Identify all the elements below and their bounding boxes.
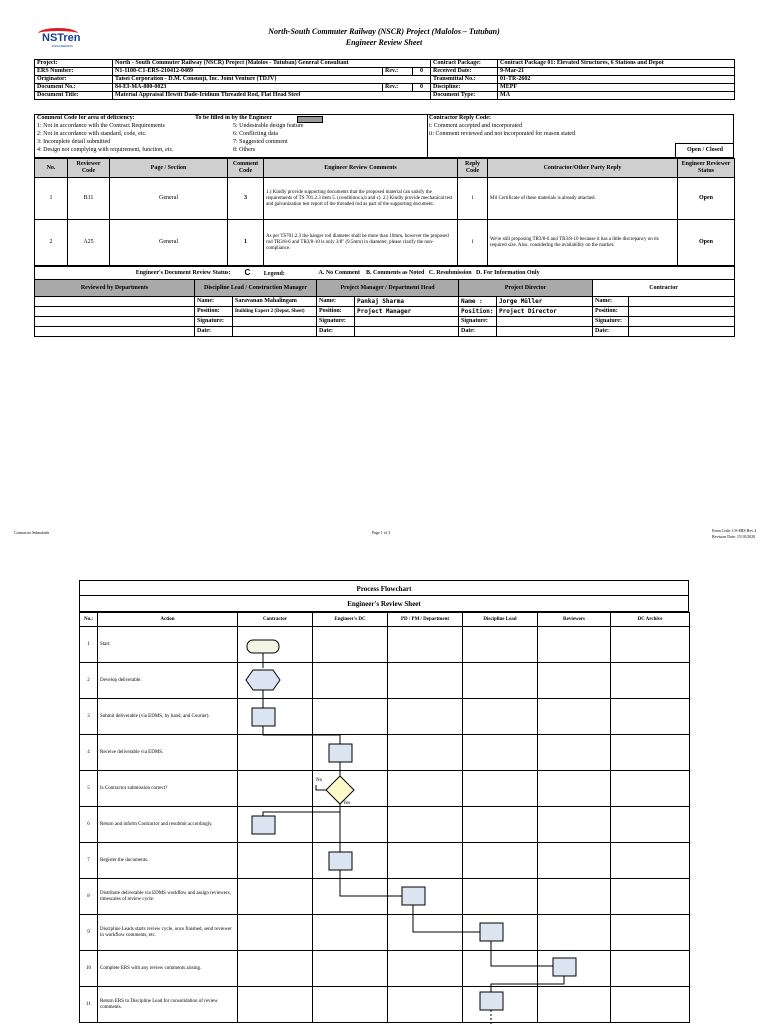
- reviewed-by-departments: Reviewed by Departments: [35, 280, 195, 297]
- row-code: 3: [228, 178, 264, 220]
- flowchart-title: Process Flowchart: [79, 580, 689, 596]
- step-action: Discipline Leads starts review cycle, once finished, send reviewer in workflow comments, etc.: [98, 915, 238, 951]
- position-label-mono: Position:: [459, 307, 497, 317]
- row-reply-code: i: [458, 220, 488, 266]
- open-closed-box: Open / Closed: [675, 143, 734, 157]
- flow-header-dc-archive: DC Archive: [611, 613, 690, 627]
- row-reply-code: i: [458, 178, 488, 220]
- project-director-position: Project Director: [497, 307, 593, 317]
- project-manager-position: Project Manager: [355, 307, 459, 317]
- row-status: Open: [678, 178, 735, 220]
- step-action: Return ERS to Discipline Lead for consolidation of review comments.: [98, 987, 238, 1023]
- legend-c: C. Resubmission: [428, 269, 472, 276]
- connector: [491, 976, 564, 992]
- complete-ers-process: [553, 958, 576, 976]
- header-page-section: Page / Section: [110, 159, 228, 178]
- header-review-comments: Engineer Review Comments: [264, 159, 458, 178]
- code-6: 6: Conflicting data: [233, 131, 278, 137]
- document-type-label: Document Type:: [431, 92, 498, 100]
- date-label: Date:: [317, 327, 355, 337]
- flow-header-contractor: Contractor: [238, 613, 313, 627]
- flow-header-action: Action: [98, 613, 238, 627]
- decision-no-label: No: [316, 778, 323, 783]
- step-action: Submit deliverable (via EDMS, by hand, and Courier).: [98, 699, 238, 735]
- code-5: 5: Undesirable design feature: [233, 123, 304, 129]
- step-no: 10: [80, 951, 98, 987]
- review-start-process: [480, 923, 503, 941]
- signature-label: Signature:: [459, 317, 497, 327]
- received-date-label: Received Date:: [431, 68, 498, 76]
- step-no: 3: [80, 699, 98, 735]
- step-no: 2: [80, 663, 98, 699]
- connector: [413, 905, 480, 932]
- ers-number-label: ERS Number:: [35, 68, 113, 76]
- legend-d: D. For Information Only: [476, 269, 540, 276]
- step-action: Return and inform Contractor and resubmit accordingly.: [98, 807, 238, 843]
- logo-subtext: ENGINEERING: [52, 44, 74, 48]
- project-director-header: Project Director: [459, 280, 593, 297]
- step-action: Receive deliverable via EDMS.: [98, 735, 238, 771]
- logo-text: NSTren: [42, 32, 81, 44]
- decision-yes-label: Yes: [343, 801, 351, 806]
- row-status: Open: [678, 220, 735, 266]
- sheet-subtitle: Engineer Review Sheet: [345, 38, 423, 47]
- connector: [263, 726, 340, 744]
- received-date-value: 9-Mar-21: [498, 68, 735, 76]
- register-process: [329, 852, 352, 870]
- code-4: 4: Design not complying with requirement, function, etc.: [37, 147, 174, 153]
- step-no: 8: [80, 879, 98, 915]
- footer-left: Contractor Submittals: [14, 530, 50, 535]
- flow-header-reviewers: Reviewers: [538, 613, 611, 627]
- row-reviewer: B11: [68, 178, 110, 220]
- header-reviewer-status: Engineer Reviewer Status: [678, 159, 735, 178]
- sheet-title: North-South Commuter Railway (NSCR) Project (Malolos – Tutuban): [268, 27, 500, 36]
- date-label: Date:: [459, 327, 497, 337]
- header-no: No.: [35, 159, 68, 178]
- project-value: North - South Commuter Railway (NSCR) Project (Malolos - Tutuban) General Consultant: [113, 60, 431, 68]
- step-no: 5: [80, 771, 98, 807]
- project-director-name: Jorge Müller: [497, 297, 593, 307]
- transmittal-label: Transmittal No.:: [431, 76, 498, 84]
- step-no: 6: [80, 807, 98, 843]
- decision-diamond: [326, 776, 354, 804]
- contract-package-label: Contract Package:: [431, 60, 498, 68]
- step-no: 1: [80, 627, 98, 663]
- position-label: Position:: [317, 307, 355, 317]
- name-label-mono: Name :: [459, 297, 497, 307]
- discipline-value: MEPF: [498, 84, 735, 92]
- filled-by-engineer: To be filled in by the Engineer: [195, 115, 273, 121]
- footer-page: Page 1 of 3: [372, 530, 391, 535]
- discipline-lead-header: Discipline Lead / Construction Manager: [195, 280, 317, 297]
- reply-code-title: Contractor Reply Code:: [429, 115, 491, 121]
- rev-label: Rev.:: [383, 68, 413, 76]
- document-number-value: 84-EI-MA-800-0023: [113, 84, 383, 92]
- legend-b: B. Comments as Noted: [366, 269, 425, 276]
- contract-package-value: Contract Package 01: Elevated Structures, 6 Stations and Depot: [498, 60, 735, 68]
- code-3: 3: Incomplete detail submitted: [37, 139, 111, 145]
- transmittal-value: 01-TR-2602: [498, 76, 735, 84]
- legend-label: Legend:: [263, 270, 285, 277]
- contractor-header: Contractor: [593, 280, 735, 297]
- project-manager-header: Project Manager / Department Head: [317, 280, 459, 297]
- ers-number-value: N1-1100-C1-ERS-210412-0489: [113, 68, 383, 76]
- flowchart-subtitle: Engineer's Review Sheet: [79, 596, 689, 612]
- row-contractor-reply: We're still proposing TR3/8-6 and TR3/8-10 because it has a little discrepancy on its required size. Also, considering the availability on the market.: [488, 220, 678, 266]
- step-no: 4: [80, 735, 98, 771]
- rev-value-2: 0: [413, 84, 431, 92]
- date-label: Date:: [593, 327, 629, 337]
- receive-process: [329, 744, 352, 762]
- position-label: Position:: [593, 307, 629, 317]
- comment-code-title: Comment Code for area of deficiency:: [37, 115, 135, 121]
- document-title-value: Material Appraisal Hewitt Dade-Iridium Threaded Rod, Flat Head Steel: [113, 92, 431, 100]
- row-comment: 1.) Kindly provide supporting documents that the proposed material can satisfy the requirements of TS 701.2.3 item 5. (conditions a,b and c). 2.) Kindly provide mechanical test and galvanization test report of the threaded rod as part of the supporting document.: [264, 178, 458, 220]
- row-code: 1: [228, 220, 264, 266]
- name-label: Name:: [593, 297, 629, 307]
- originator-value: Taisei Corporation - D.M. Consunji, Inc. Joint Venture (TDJV): [113, 76, 431, 84]
- footer-revision-date: Revision Date: 15/10/2020: [712, 534, 756, 539]
- project-label: Project:: [35, 60, 113, 68]
- row-page: General: [110, 220, 228, 266]
- header-comment-code: Comment Code: [228, 159, 264, 178]
- code-2: 2: Not in accordance with standard, code, etc.: [37, 131, 147, 137]
- row-contractor-reply: Mil Certificate of these materials is already attached.: [488, 178, 678, 220]
- signature-label: Signature:: [195, 317, 233, 327]
- review-status-value: C: [244, 267, 251, 277]
- no-branch: [316, 785, 326, 790]
- footer-form-code: Form Code: CS-ERS Rev 2: [712, 528, 757, 533]
- project-manager-name: Pankaj Sharma: [355, 297, 459, 307]
- header-contractor-reply: Contractor/Other Party Reply: [488, 159, 678, 178]
- position-label: Position:: [195, 307, 233, 317]
- discipline-label: Discipline:: [431, 84, 498, 92]
- connector: [491, 941, 553, 966]
- flow-header-pd-pm: PD / PM / Department: [388, 613, 463, 627]
- code-1: 1: Not in accordance with the Contract Requirements: [37, 123, 165, 129]
- return-line: [263, 804, 340, 816]
- step-action: Register the documents.: [98, 843, 238, 879]
- code-7: 7: Suggested comment: [233, 139, 288, 145]
- step-no: 9: [80, 915, 98, 951]
- row-no: 1: [35, 178, 68, 220]
- discipline-lead-name: Saravanan Mahalingam: [233, 297, 317, 307]
- signature-label: Signature:: [593, 317, 629, 327]
- step-action: Start.: [98, 627, 238, 663]
- name-label: Name:: [317, 297, 355, 307]
- step-action: Complete ERS with any review comments arising.: [98, 951, 238, 987]
- submit-process: [252, 708, 275, 726]
- date-label: Date:: [195, 327, 233, 337]
- legend-a: A. No Comment: [318, 269, 361, 276]
- flow-header-engineers-dc: Engineer's DC: [313, 613, 388, 627]
- row-reviewer: A25: [68, 220, 110, 266]
- start-terminator: [247, 640, 279, 653]
- header-reply-code: Reply Code: [458, 159, 488, 178]
- originator-label: Originator:: [35, 76, 113, 84]
- name-label: Name:: [195, 297, 233, 307]
- row-comment: As per TS701.2.3 the hanger rod diameter shall be more than 10mm, however the proposed rod TR3/8-6 and TR3/8-10 is only 3/8" (9.5mm) in diameter, please clarify the non-compliance.: [264, 220, 458, 266]
- review-status-label: Engineer's Document Review Status:: [35, 267, 233, 280]
- signature-label: Signature:: [317, 317, 355, 327]
- discipline-lead-position: Building Expert 2 (Depot, Sheet): [233, 307, 317, 317]
- step-action: Distribute deliverable via EDMS workflow and assign reviewers, timescales of review cycle.: [98, 879, 238, 915]
- return-ers-process: [480, 992, 503, 1010]
- distribute-process: [402, 887, 425, 905]
- document-type-value: MA: [498, 92, 735, 100]
- document-number-label: Document No.:: [35, 84, 113, 92]
- step-action: Develop deliverable.: [98, 663, 238, 699]
- code-8: 8: Others: [233, 147, 256, 153]
- row-page: General: [110, 178, 228, 220]
- flow-header-discipline-lead: Discipline Lead: [463, 613, 538, 627]
- header-reviewer-code: Reviewer Code: [68, 159, 110, 178]
- rev-value: 0: [413, 68, 431, 76]
- flow-header-no: No.:: [80, 613, 98, 627]
- develop-hexagon: [246, 670, 280, 690]
- reply-code-i: i: Comment accepted and incorporated: [429, 123, 522, 129]
- step-action: Is Contractor submission correct?: [98, 771, 238, 807]
- step-no: 7: [80, 843, 98, 879]
- connector: [340, 870, 402, 896]
- return-process: [252, 816, 275, 834]
- document-title-label: Document Title:: [35, 92, 113, 100]
- step-no: 11: [80, 987, 98, 1023]
- reply-code-ii: ii: Comment reviewed and not incorporated for reason stated: [429, 131, 575, 137]
- row-no: 2: [35, 220, 68, 266]
- rev-label-2: Rev.:: [383, 84, 413, 92]
